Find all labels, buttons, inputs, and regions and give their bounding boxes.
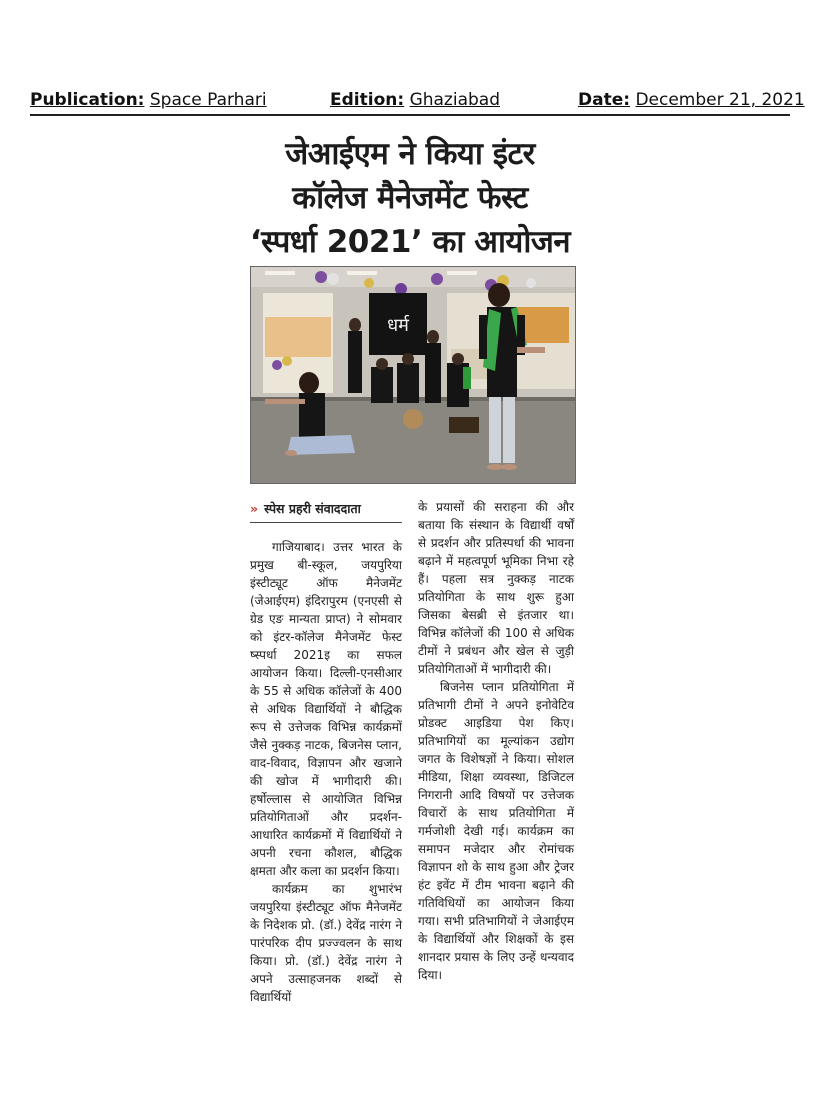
publication-value: Space Parhari	[149, 90, 267, 110]
date-value: December 21, 2021	[635, 90, 805, 110]
article-column-1	[250, 538, 402, 1088]
event-photo	[250, 266, 576, 484]
article-paragraph: कार्यक्रम का शुभारंभ जयपुरिया इंस्टीट्यूट ऑफ मैनेजमेंट के निदेशक प्रो. (डॉ.) देवेंद्र नारंग ने पारंपरिक दीप प्रज्ज्वलन के साथ किया। प्रो. (डॉ.) देवेंद्र नारंग ने अपने उत्साहजनक शब्दों से विद्यार्थियों	[250, 882, 402, 1004]
headline-line: ‘स्पर्धा 2021’ का आयोजन	[249, 224, 571, 260]
article-paragraph: बिजनेस प्लान प्रतियोगिता में प्रतिभागी टीमों ने अपने इनोवेटिव प्रोडक्ट आइडिया पेश किए। प्रतिभागियों का मूल्यांकन उद्योग जगत के विशेषज्ञों ने किया। सोशल मीडिया, शिक्षा व्यवस्था, डिजिटल निगरानी आदि विषयों पर उत्तेजक विचारों के साथ प्रतियोगिता में गर्मजोशी देखी गई। कार्यक्रम का समापन मजेदार और रोमांचक विज्ञापन शो के साथ हुआ और ट्रेजर हंट इवेंट में टीम भावना बढ़ाने की गतिविधियों का आयोजन किया गया। सभी प्रतिभागियों ने जेआईएम के विद्यार्थियों और शिक्षकों के इस शानदार प्रयास के लिए उन्हें धन्यवाद दिया।	[418, 680, 574, 982]
article-byline	[250, 500, 402, 523]
article-headline	[230, 132, 590, 264]
placard-text: धर्म	[387, 315, 409, 336]
headline-line: कॉलेज मैनेजमेंट फेस्ट	[292, 180, 528, 216]
headline-line: जेआईएम ने किया इंटर	[285, 136, 535, 172]
edition-label: Edition:	[330, 90, 405, 110]
edition-value: Ghaziabad	[409, 90, 500, 110]
publication-meta-bar	[30, 88, 805, 116]
article-paragraph: के प्रयासों की सराहना की और बताया कि संस्थान के विद्यार्थी वर्षों से प्रदर्शन और प्रतिस्पर्धा की भावना बढ़ाने में महत्वपूर्ण भूमिका निभा रहे हैं। पहला सत्र नुक्कड़ नाटक प्रतियोगिता के साथ शुरू हुआ जिसका बेसब्री से इंतजार था। विभिन्न कॉलेजों की 100 से अधिक टीमों ने प्रबंधन और खेल से जुड़ी प्रतियोगिताओं में भागीदारी की।	[418, 500, 574, 676]
date-label: Date:	[578, 90, 631, 110]
article-paragraph: गाजियाबाद। उत्तर भारत के प्रमुख बी-स्कूल, जयपुरिया इंस्टीट्यूट ऑफ मैनेजमेंट (जेआईएम) इंदिरापुरम (एनएसी से ग्रेड एङ मान्यता प्राप्त) ने सोमवार को इंटर-कॉलेज मैनेजमेंट फेस्ट ष्स्पर्धा 2021इ का सफल आयोजन किया। दिल्ली-एनसीआर के 55 से अधिक कॉलेजों के 400 से अधिक विद्यार्थियों ने बौद्धिक रूप से उत्तेजक विभिन्न कार्यक्रमों जैसे नुक्कड़ नाटक, बिजनेस प्लान, वाद-विवाद, विज्ञापन और खजाने की खोज में भागीदारी की। हर्षोल्लास से आयोजित विभिन्न प्रतियोगिताओं और प्रदर्शन-आधारित कार्यक्रमों में विद्यार्थियों ने अपनी रचना कौशल, बौद्धिक क्षमता और कला का प्रदर्शन किया।	[250, 540, 402, 878]
byline-text: स्पेस प्रहरी संवाददाता	[264, 501, 361, 516]
article-column-2	[418, 498, 574, 1088]
event-photo-illustration	[251, 267, 575, 483]
publication-label: Publication:	[30, 90, 145, 110]
date-info	[578, 90, 805, 110]
publication-info	[30, 90, 267, 110]
byline-marker: »	[250, 501, 259, 516]
edition-info	[330, 90, 500, 110]
